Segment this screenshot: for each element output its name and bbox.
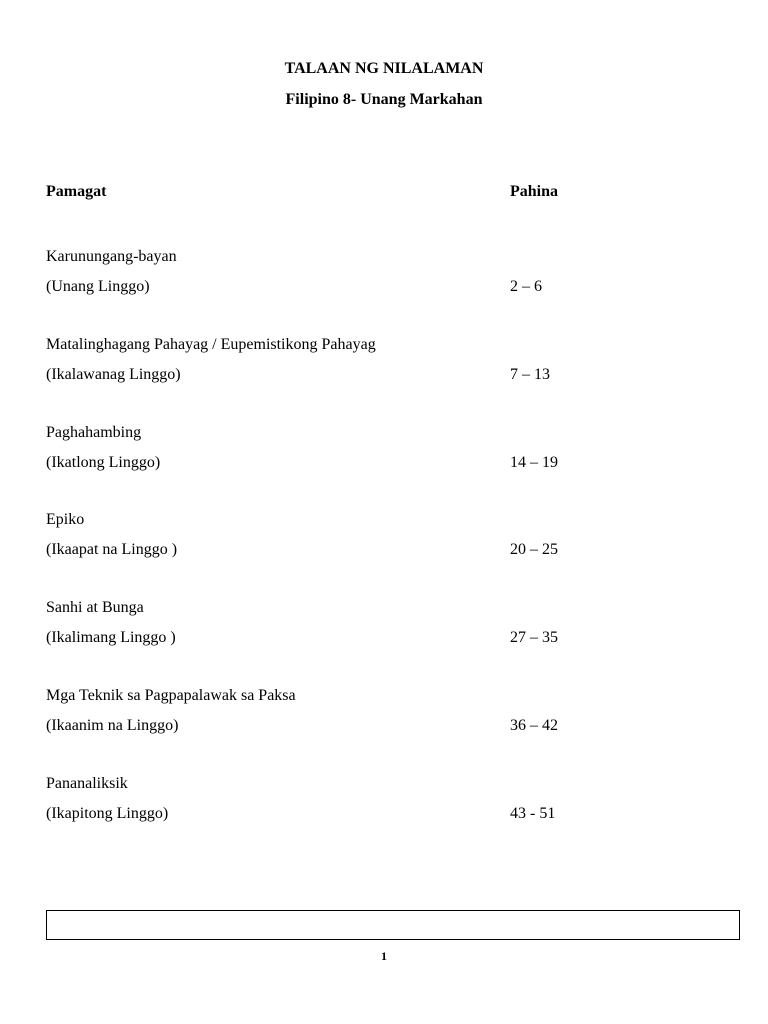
toc-entry	[0, 424, 768, 484]
toc-entry-week: (Ikaanim na Linggo)	[46, 717, 179, 734]
toc-entry-pages: 27 – 35	[510, 629, 558, 646]
toc-entry-week: (Ikalimang Linggo )	[46, 629, 176, 646]
toc-entry-topic: Sanhi at Bunga	[46, 599, 144, 616]
toc-entry	[0, 248, 768, 308]
toc-entry	[0, 511, 768, 571]
document-title: TALAAN NG NILALAMAN	[284, 60, 484, 77]
toc-entry-topic: Epiko	[46, 511, 85, 528]
page-number: 1	[381, 949, 387, 963]
toc-entry-week: (Ikalawanag Linggo)	[46, 366, 181, 383]
toc-entry-topic: Karunungang-bayan	[46, 248, 177, 265]
toc-entry-topic: Mga Teknik sa Pagpapalawak sa Paksa	[46, 687, 296, 704]
toc-entry-pages: 36 – 42	[510, 717, 558, 734]
toc-entry	[0, 687, 768, 747]
toc-entry-pages: 20 – 25	[510, 541, 558, 558]
toc-entry-topic: Paghahambing	[46, 424, 142, 441]
toc-entry-pages: 43 - 51	[510, 805, 556, 822]
column-header-title: Pamagat	[46, 183, 107, 200]
footer-box	[46, 910, 740, 940]
toc-entry-pages: 7 – 13	[510, 366, 550, 383]
toc-entry	[0, 775, 768, 835]
toc-entry-topic: Pananaliksik	[46, 775, 128, 792]
toc-entry-week: (Ikapitong Linggo)	[46, 805, 169, 822]
toc-entry-week: (Ikatlong Linggo)	[46, 454, 161, 471]
toc-entry-week: (Unang Linggo)	[46, 278, 150, 295]
toc-entry	[0, 599, 768, 659]
toc-entry-pages: 2 – 6	[510, 278, 542, 295]
column-header-page: Pahina	[510, 183, 559, 200]
toc-entry-topic: Matalinghagang Pahayag / Eupemistikong Pahayag	[46, 336, 376, 353]
toc-entry-pages: 14 – 19	[510, 454, 558, 471]
document-subtitle: Filipino 8- Unang Markahan	[285, 91, 483, 108]
toc-entry-week: (Ikaapat na Linggo )	[46, 541, 178, 558]
toc-entry	[0, 336, 768, 396]
